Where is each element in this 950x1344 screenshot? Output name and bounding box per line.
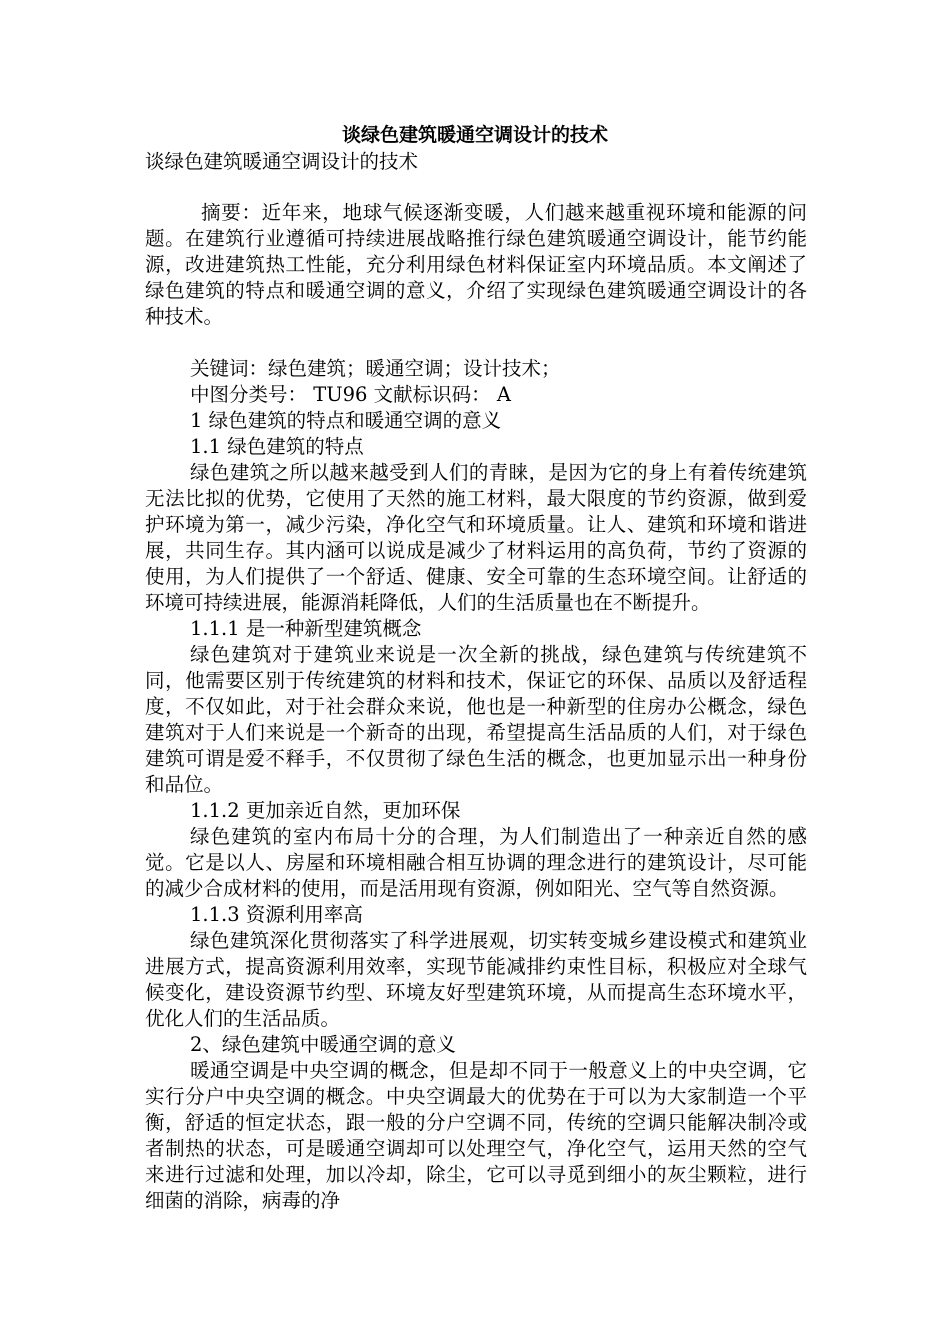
classification-line: 中图分类号： TU96 文献标识码： A — [190, 383, 511, 406]
section-body-1-1: 绿色建筑之所以越来越受到人们的青睐，是因为它的身上有着传统建筑无法比拟的优势，它使用了天然的施工材料，最大限度的节约资源，做到爱护环境为第一，减少污染，净化空气和环境质量。让人、建筑和环境和谐进展，共同生存。其内涵可以说成是减少了材料运用的高负荷，节约了资源的使用，为人们提供了一个舒适、健康、安全可靠的生态环境空间。让舒适的环境可持续进展，能源消耗降低，人们的生活质量也在不断提升。 — [145, 461, 807, 614]
section-heading-1-1-1: 1.1.1 是一种新型建筑概念 — [190, 617, 422, 640]
section-body-1-1-1: 绿色建筑对于建筑业来说是一次全新的挑战，绿色建筑与传统建筑不同，他需要区别于传统建筑的材料和技术，保证它的环保、品质以及舒适程度，不仅如此，对于社会群众来说，他也是一种新型的住房办公概念，绿色建筑对于人们来说是一个新奇的出现，希望提高生活品质的人们，对于绿色建筑可谓是爱不释手，不仅贯彻了绿色生活的概念，也更加显示出一种身份和品位。 — [145, 643, 807, 796]
keywords-line: 关键词：绿色建筑；暖通空调；设计技术； — [190, 357, 561, 380]
section-heading-2: 2、绿色建筑中暖通空调的意义 — [190, 1033, 456, 1056]
section-heading-1: 1 绿色建筑的特点和暖通空调的意义 — [190, 409, 502, 432]
section-heading-1-1-3: 1.1.3 资源利用率高 — [190, 903, 363, 926]
section-heading-1-1: 1.1 绿色建筑的特点 — [190, 435, 364, 458]
section-body-1-1-2: 绿色建筑的室内布局十分的合理，为人们制造出了一种亲近自然的感觉。它是以人、房屋和环境相融合相互协调的理念进行的建筑设计，尽可能的减少合成材料的使用，而是活用现有资源，例如阳光、空气等自然资源。 — [145, 825, 807, 900]
document-subtitle: 谈绿色建筑暖通空调设计的技术 — [145, 150, 419, 173]
section-heading-1-1-2: 1.1.2 更加亲近自然，更加环保 — [190, 799, 461, 822]
document-body — [145, 149, 807, 1214]
section-body-1-1-3: 绿色建筑深化贯彻落实了科学进展观，切实转变城乡建设模式和建筑业进展方式，提高资源利用效率，实现节能减排约束性目标，积极应对全球气候变化，建设资源节约型、环境友好型建筑环境，从而提高生态环境水平，优化人们的生活品质。 — [145, 929, 807, 1030]
section-body-2: 暖通空调是中央空调的概念，但是却不同于一般意义上的中央空调，它实行分户中央空调的概念。中央空调最大的优势在于可以为大家制造一个平衡，舒适的恒定状态，跟一般的分户空调不同，传统的空调只能解决制冷或者制热的状态，可是暖通空调却可以处理空气，净化空气，运用天然的空气来进行过滤和处理，加以冷却，除尘，它可以寻觅到细小的灰尘颗粒，进行细菌的消除，病毒的净 — [145, 1059, 807, 1212]
abstract-paragraph: 摘要：近年来，地球气候逐渐变暖，人们越来越重视环境和能源的问题。在建筑行业遵循可持续进展战略推行绿色建筑暖通空调设计，能节约能源，改进建筑热工性能，充分利用绿色材料保证室内环境品质。本文阐述了绿色建筑的特点和暖通空调的意义，介绍了实现绿色建筑暖通空调设计的各种技术。 — [145, 201, 807, 328]
document-title: 谈绿色建筑暖通空调设计的技术 — [341, 124, 608, 146]
